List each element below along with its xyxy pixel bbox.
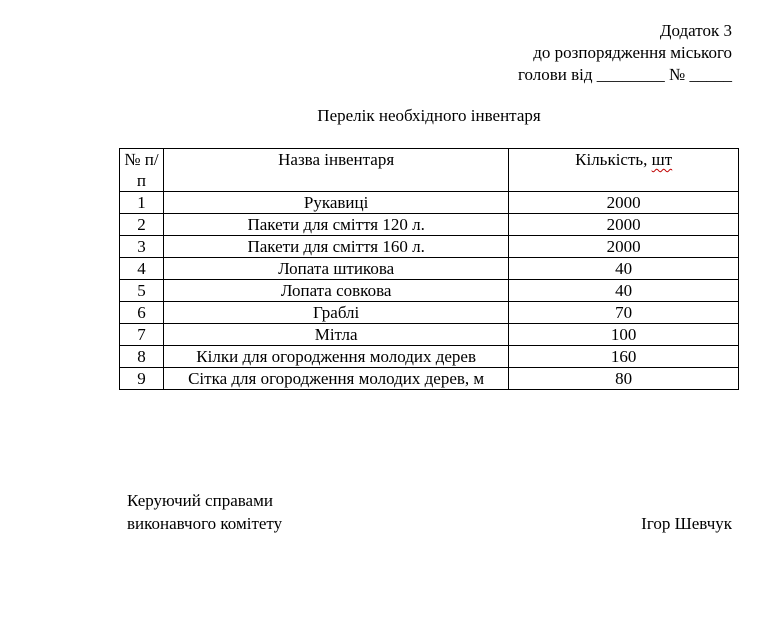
table-row [120,346,739,368]
table-row [120,214,739,236]
item-name-cell: Рукавиці [163,192,508,214]
item-quantity-cell: 100 [509,324,739,346]
row-number-cell: 8 [120,346,164,368]
item-name-cell: Сітка для огородження молодих дерев, м [163,368,508,390]
table-row [120,258,739,280]
item-quantity-cell: 70 [509,302,739,324]
item-name-cell: Лопата совкова [163,280,508,302]
quantity-header-unit: шт [651,150,673,169]
item-name-cell: Граблі [163,302,508,324]
item-quantity-cell: 40 [509,258,739,280]
signer-name: Ігор Шевчук [641,514,732,533]
column-header-number: № п/п [120,149,164,192]
item-name-cell: Пакети для сміття 160 л. [163,236,508,258]
item-quantity-cell: 2000 [509,192,739,214]
table-row [120,192,739,214]
signer-position-line1: Керуючий справами [127,491,273,510]
quantity-header-label: Кількість, [575,150,648,169]
column-header-quantity [509,149,739,192]
table-row [120,302,739,324]
item-quantity-cell: 160 [509,346,739,368]
row-number-cell: 9 [120,368,164,390]
inventory-table [119,148,739,390]
appendix-number: Додаток 3 [659,21,732,40]
appendix-header [518,20,732,86]
row-number-cell: 3 [120,236,164,258]
row-number-cell: 4 [120,258,164,280]
row-number-cell: 5 [120,280,164,302]
row-number-cell: 6 [120,302,164,324]
appendix-date-number: голови від ________ № _____ [517,65,732,84]
row-number-cell: 2 [120,214,164,236]
item-quantity-cell: 2000 [509,214,739,236]
document-title: Перелік необхідного інвентаря [317,106,541,125]
signature-block [127,489,282,535]
row-number-cell: 1 [120,192,164,214]
signer-position-line2: виконавчого комітету [127,514,283,533]
appendix-order-ref: до розпорядження міського [533,43,732,62]
item-quantity-cell: 80 [509,368,739,390]
item-name-cell: Кілки для огородження молодих дерев [163,346,508,368]
table-row [120,236,739,258]
table-row [120,280,739,302]
table-header-row [120,149,739,192]
table-row [120,324,739,346]
item-name-cell: Мітла [163,324,508,346]
item-name-cell: Лопата штикова [163,258,508,280]
row-number-cell: 7 [120,324,164,346]
item-quantity-cell: 2000 [509,236,739,258]
item-quantity-cell: 40 [509,280,739,302]
table-body [120,192,739,390]
table-row [120,368,739,390]
item-name-cell: Пакети для сміття 120 л. [163,214,508,236]
column-header-name: Назва інвентаря [163,149,508,192]
